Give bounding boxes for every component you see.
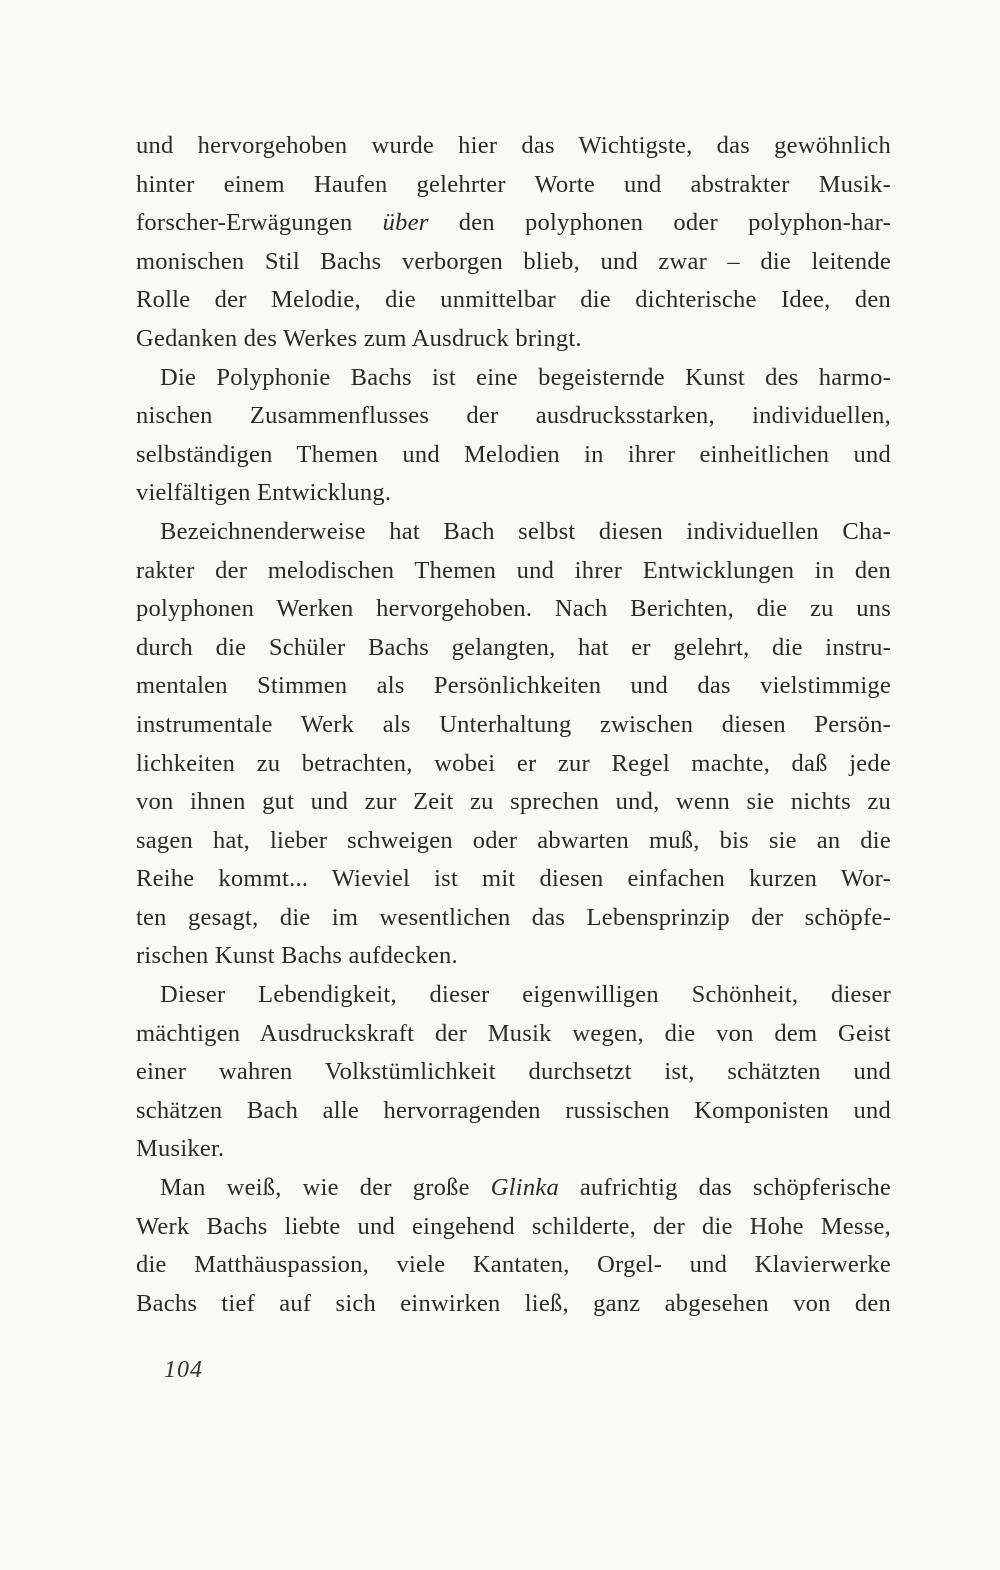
- text-segment: rischen Kunst Bachs aufdecken.: [136, 942, 458, 970]
- text-segment: Werk Bachs liebte und eingehend schilderte, der die Hohe Messe,: [136, 1212, 891, 1240]
- text-line: [136, 359, 891, 398]
- italic-term: über: [382, 209, 429, 237]
- text-line: [136, 667, 891, 706]
- text-segment: Bachs tief auf sich einwirken ließ, ganz abgesehen von den: [136, 1289, 891, 1317]
- text-line: [136, 899, 891, 938]
- text-line: [136, 629, 891, 668]
- text-segment: durch die Schüler Bachs gelangten, hat er gelehrt, die instru-: [136, 633, 891, 661]
- text-line: [136, 320, 891, 359]
- text-segment: selbständigen Themen und Melodien in ihrer einheitlichen und: [136, 440, 891, 468]
- text-line: [136, 397, 891, 436]
- text-line: [136, 1053, 891, 1092]
- text-segment: Man weiß, wie der große: [160, 1174, 491, 1202]
- text-line: [136, 204, 891, 243]
- text-segment: Die Polyphonie Bachs ist eine begeisternde Kunst des harmo-: [160, 363, 891, 391]
- text-segment: einer wahren Volkstümlichkeit durchsetzt ist, schätzten und: [136, 1058, 891, 1086]
- text-segment: schätzen Bach alle hervorragenden russischen Komponisten und: [136, 1096, 891, 1124]
- text-segment: monischen Stil Bachs verborgen blieb, und zwar – die leitende: [136, 247, 891, 275]
- text-line: [136, 474, 891, 513]
- body-text: [136, 127, 891, 1323]
- text-segment: nischen Zusammenflusses der ausdrucksstarken, individuellen,: [136, 402, 891, 430]
- text-segment: mächtigen Ausdruckskraft der Musik wegen, die von dem Geist: [136, 1019, 891, 1047]
- text-line: [136, 513, 891, 552]
- text-line: [136, 822, 891, 861]
- page-number: 104: [164, 1357, 203, 1383]
- text-segment: mentalen Stimmen als Persönlichkeiten und das vielstimmige: [136, 672, 891, 700]
- text-line: [136, 1015, 891, 1054]
- text-line: [136, 436, 891, 475]
- text-segment: ten gesagt, die im wesentlichen das Lebensprinzip der schöpfe-: [136, 903, 891, 931]
- text-line: [136, 976, 891, 1015]
- text-segment: Dieser Lebendigkeit, dieser eigenwilligen Schönheit, dieser: [160, 981, 891, 1009]
- text-segment: Musiker.: [136, 1135, 225, 1163]
- text-segment: vielfältigen Entwicklung.: [136, 479, 392, 507]
- text-line: [136, 1285, 891, 1324]
- text-line: [136, 127, 891, 166]
- text-line: [136, 860, 891, 899]
- text-segment: den polyphonen oder polyphon-har-: [428, 209, 891, 237]
- text-segment: polyphonen Werken hervorgehoben. Nach Berichten, die zu uns: [136, 595, 891, 623]
- text-line: [136, 745, 891, 784]
- text-line: [136, 783, 891, 822]
- text-line: [136, 937, 891, 976]
- text-segment: die Matthäuspassion, viele Kantaten, Orgel- und Klavierwerke: [136, 1251, 891, 1279]
- text-segment: Bezeichnenderweise hat Bach selbst diesen individuellen Cha-: [160, 517, 891, 545]
- text-line: [136, 1092, 891, 1131]
- text-line: [136, 243, 891, 282]
- text-segment: aufrichtig das schöpferische: [558, 1174, 891, 1202]
- text-segment: lichkeiten zu betrachten, wobei er zur Regel machte, daß jede: [136, 749, 891, 777]
- text-line: [136, 1208, 891, 1247]
- text-segment: Gedanken des Werkes zum Ausdruck bringt.: [136, 324, 582, 352]
- text-segment: rakter der melodischen Themen und ihrer Entwicklungen in den: [136, 556, 891, 584]
- text-segment: Rolle der Melodie, die unmittelbar die dichterische Idee, den: [136, 286, 891, 314]
- text-segment: hinter einem Haufen gelehrter Worte und abstrakter Musik-: [136, 170, 891, 198]
- text-segment: sagen hat, lieber schweigen oder abwarten muß, bis sie an die: [136, 826, 891, 854]
- text-segment: instrumentale Werk als Unterhaltung zwischen diesen Persön-: [136, 710, 891, 738]
- text-line: [136, 706, 891, 745]
- text-line: [136, 1169, 891, 1208]
- text-segment: Reihe kommt... Wieviel ist mit diesen einfachen kurzen Wor-: [136, 865, 891, 893]
- text-line: [136, 166, 891, 205]
- italic-term: Glinka: [490, 1174, 559, 1202]
- text-line: [136, 281, 891, 320]
- text-segment: von ihnen gut und zur Zeit zu sprechen und, wenn sie nichts zu: [136, 788, 891, 816]
- text-segment: und hervorgehoben wurde hier das Wichtigste, das gewöhnlich: [136, 132, 891, 159]
- text-line: [136, 590, 891, 629]
- text-line: [136, 552, 891, 591]
- text-segment: forscher-Erwägungen: [136, 209, 383, 237]
- text-line: [136, 1246, 891, 1285]
- text-line: [136, 1130, 891, 1169]
